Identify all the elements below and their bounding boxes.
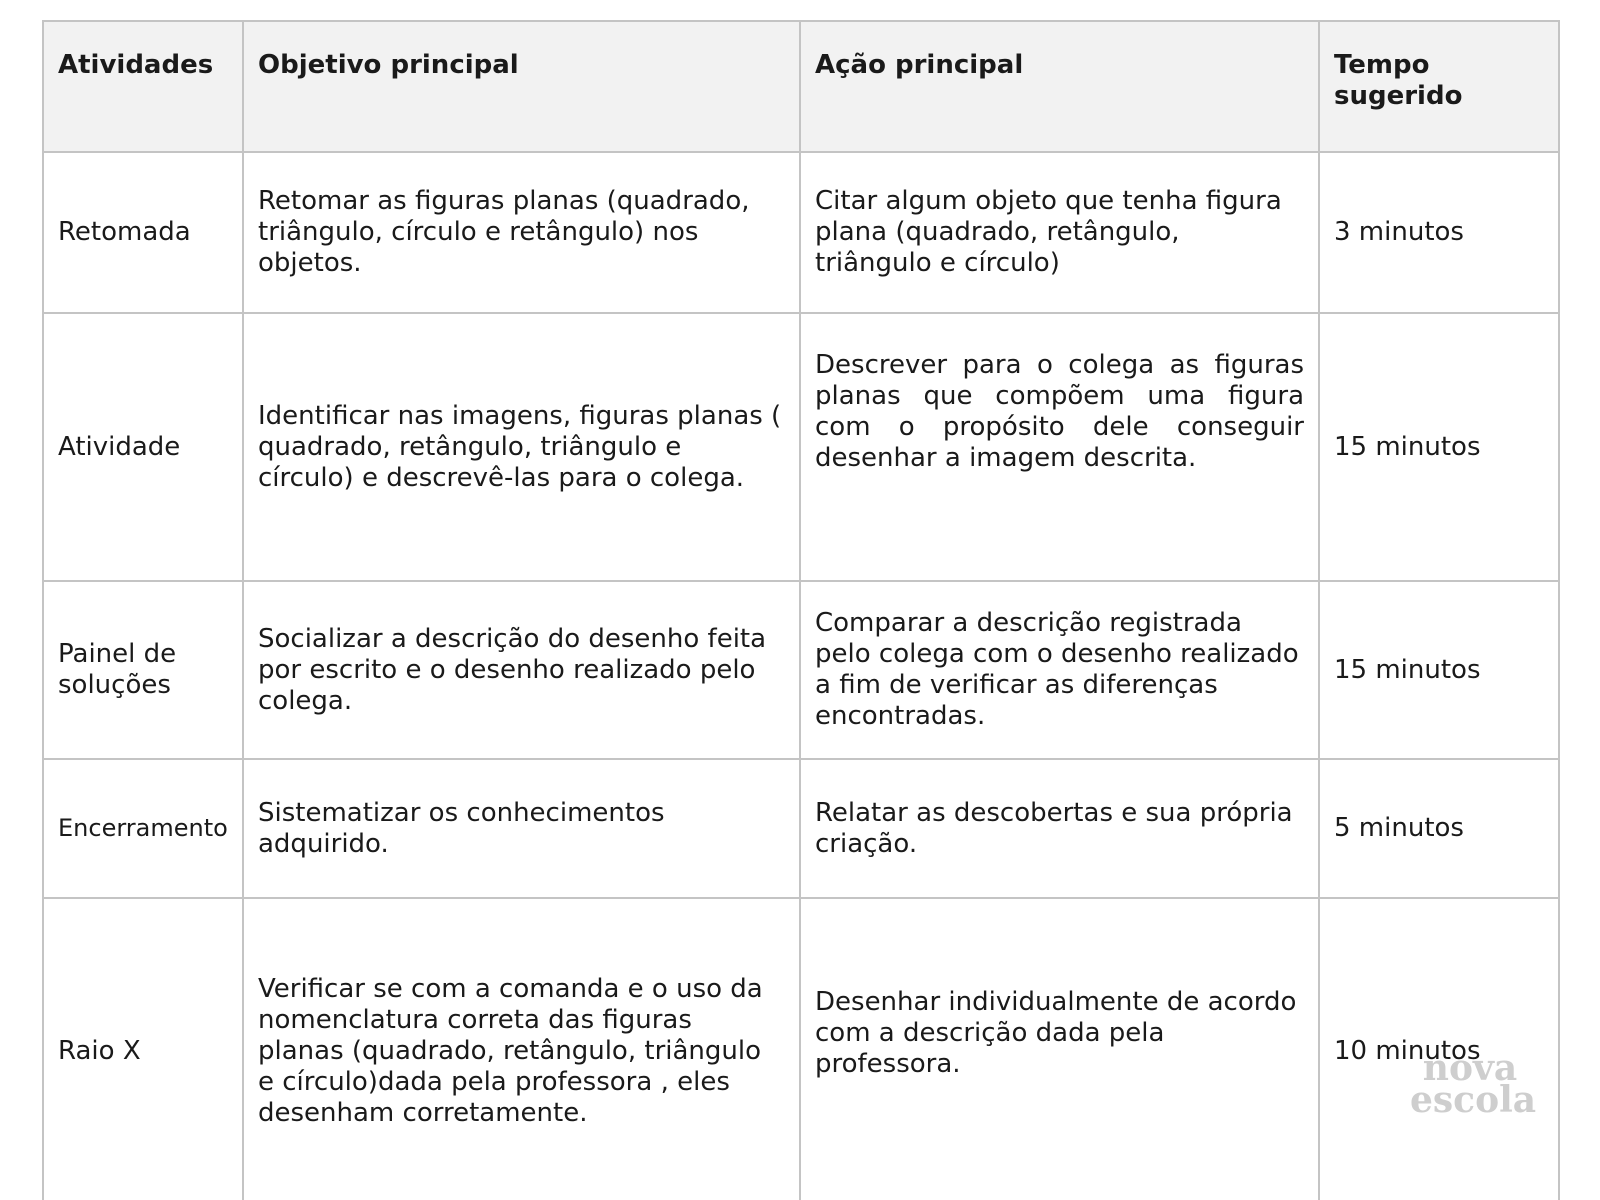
cell-tempo: 10 minutos	[1319, 898, 1559, 1200]
cell-acao: Desenhar individualmente de acordo com a descrição dada pela professora.	[800, 898, 1319, 1200]
cell-objetivo: Identificar nas imagens, figuras planas ( quadrado, retângulo, triângulo e círculo) e descrevê-las para o colega.	[243, 313, 800, 581]
cell-objetivo: Sistematizar os conhecimentos adquirido.	[243, 759, 800, 898]
cell-atividade: Atividade	[43, 313, 243, 581]
header-objetivo: Objetivo principal	[243, 21, 800, 152]
cell-tempo: 15 minutos	[1319, 581, 1559, 759]
cell-objetivo: Socializar a descrição do desenho feita por escrito e o desenho realizado pelo colega.	[243, 581, 800, 759]
cell-acao: Comparar a descrição registrada pelo colega com o desenho realizado a fim de verificar as diferenças encontradas.	[800, 581, 1319, 759]
cell-acao: Citar algum objeto que tenha figura plana (quadrado, retângulo, triângulo e círculo)	[800, 152, 1319, 313]
cell-acao: Descrever para o colega as figuras planas que compõem uma figura com o propósito dele conseguir desenhar a imagem descrita.	[800, 313, 1319, 581]
table-row	[43, 581, 1559, 759]
table-row	[43, 898, 1559, 1200]
cell-tempo: 5 minutos	[1319, 759, 1559, 898]
cell-atividade: Retomada	[43, 152, 243, 313]
cell-atividade: Painel de soluções	[43, 581, 243, 759]
cell-tempo: 15 minutos	[1319, 313, 1559, 581]
logo-line-2: escola	[1410, 1079, 1537, 1121]
cell-objetivo: Retomar as figuras planas (quadrado, triângulo, círculo e retângulo) nos objetos.	[243, 152, 800, 313]
cell-objetivo: Verificar se com a comanda e o uso da nomenclatura correta das figuras planas (quadrado, retângulo, triângulo e círculo)dada pela professora , eles desenham corretamente.	[243, 898, 800, 1200]
activity-table-container	[42, 20, 1558, 1200]
table-header-row	[43, 21, 1559, 152]
nova-escola-logo	[1410, 1047, 1537, 1121]
logo-line-1: nova	[1422, 1047, 1518, 1089]
header-tempo: Tempo sugerido	[1319, 21, 1559, 152]
cell-acao: Relatar as descobertas e sua própria criação.	[800, 759, 1319, 898]
header-atividades: Atividades	[43, 21, 243, 152]
header-acao: Ação principal	[800, 21, 1319, 152]
cell-tempo: 3 minutos	[1319, 152, 1559, 313]
cell-atividade: Raio X	[43, 898, 243, 1200]
table-row	[43, 313, 1559, 581]
table-row	[43, 759, 1559, 898]
cell-atividade: Encerramento	[43, 759, 243, 898]
activity-table	[42, 20, 1560, 1200]
table-row	[43, 152, 1559, 313]
